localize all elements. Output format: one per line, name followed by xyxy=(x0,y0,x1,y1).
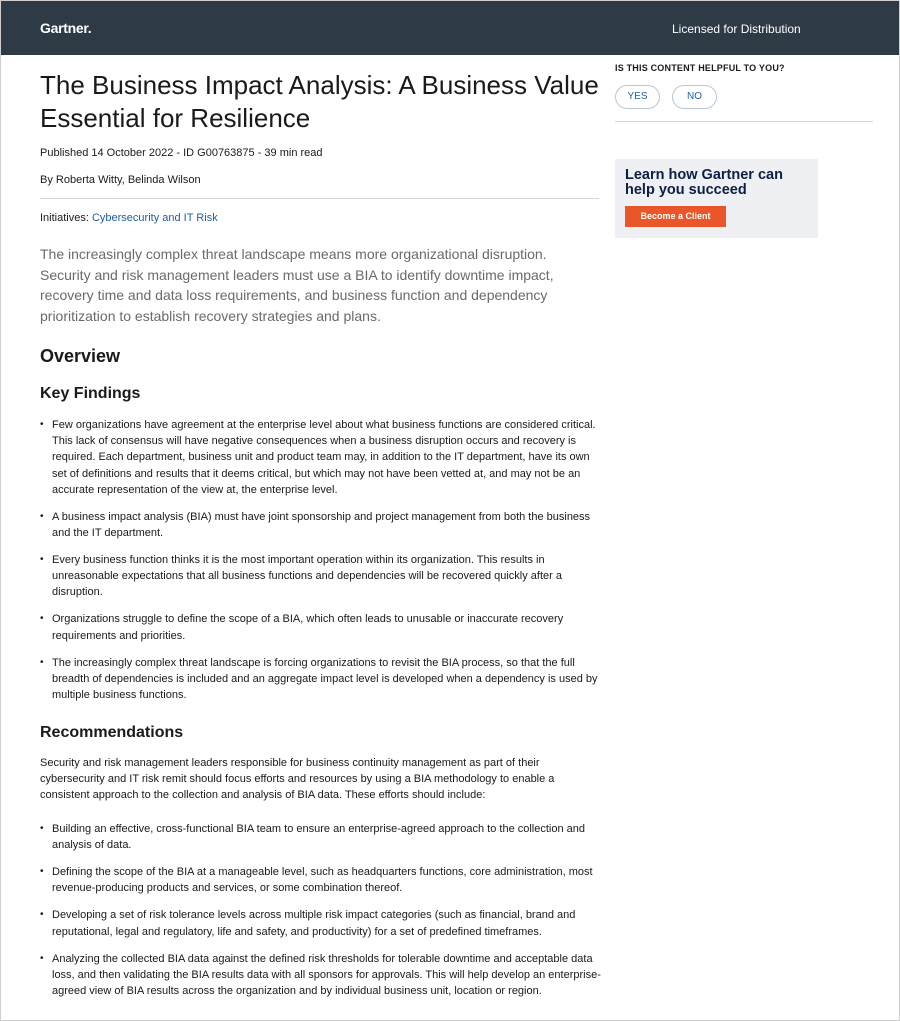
list-item: • Few organizations have agreement at the enterprise level about what business functions are considered critical. This lack of consensus will have negative consequences when a business disruption occurs and recovery is required. Each department, business unit and product team may, in addition to the IT department, have its own set of definitions and results that it deems critical, but which may not have been vetted at, and may not be an accurate representation of the view at, the enterprise level. xyxy=(40,417,602,498)
list-item: • Defining the scope of the BIA at a manageable level, such as headquarters functions, core administration, most revenue-producing products and services, or some combination thereof. xyxy=(40,864,602,896)
list-item: • Building an effective, cross-functional BIA team to ensure an enterprise-agreed approach to the collection and analysis of data. xyxy=(40,821,602,853)
gartner-logo[interactable]: Gartner. xyxy=(40,20,92,36)
publication-meta: Published 14 October 2022 - ID G00763875 - 39 min read xyxy=(40,147,323,159)
recommendations-list xyxy=(40,821,602,1010)
license-label: Licensed for Distribution xyxy=(672,22,801,36)
page-title: The Business Impact Analysis: A Business Value Essential for Resilience xyxy=(40,70,599,133)
initiative-link[interactable]: Cybersecurity and IT Risk xyxy=(91,212,218,224)
initiatives-label: Initiatives: xyxy=(40,212,92,224)
sidebar-divider xyxy=(615,121,873,122)
no-button[interactable]: NO xyxy=(672,85,717,109)
key-findings-list xyxy=(40,417,602,714)
recommendations-heading: Recommendations xyxy=(40,724,184,741)
top-bar xyxy=(1,1,900,55)
divider xyxy=(40,198,599,199)
list-item: • Organizations struggle to define the scope of a BIA, which often leads to unusable or inaccurate recovery requirements and priorities. xyxy=(40,611,602,643)
overview-heading: Overview xyxy=(40,346,121,366)
list-item: • Analyzing the collected BIA data against the defined risk thresholds for tolerable downtime and acceptable data loss, and then validating the BIA results data with all sponsors for approvals. This will help develop an enterprise-agreed view of BIA results across the organization and by individual business unit, location or region. xyxy=(40,951,602,1000)
list-item: • The increasingly complex threat landscape is forcing organizations to revisit the BIA process, so that the full breadth of dependencies is included and an aggregate impact level is developed when a dependency is used by multiple business functions. xyxy=(40,655,602,704)
article-summary: The increasingly complex threat landscape means more organizational disruption. Security and risk management leaders must use a BIA to identify downtime impact, recovery time and data loss requirements, and business function and dependency prioritization to establish recovery strategies and plans. xyxy=(40,246,554,324)
yes-button[interactable]: YES xyxy=(615,85,660,109)
key-findings-heading: Key Findings xyxy=(40,385,141,402)
authors: By Roberta Witty, Belinda Wilson xyxy=(40,174,201,186)
initiatives xyxy=(40,212,218,224)
recommendations-intro: Security and risk management leaders responsible for business continuity management as part of their cybersecurity and IT risk remit should focus efforts and resources by using a BIA methodology to enable a consistent approach to the collection and analysis of BIA data. These efforts should include: xyxy=(40,757,555,802)
become-client-button[interactable]: Become a Client xyxy=(625,206,726,227)
list-item: • A business impact analysis (BIA) must have joint sponsorship and project management from both the business and the IT department. xyxy=(40,509,602,541)
list-item: • Every business function thinks it is the most important operation within its organization. This results in unreasonable expectations that all business functions and dependencies will be recovered quickly after a disruption. xyxy=(40,552,602,601)
list-item: • Developing a set of risk tolerance levels across multiple risk impact categories (such as financial, brand and reputational, legal and regulatory, life and safety, and productivity) for a set of predefined timeframes. xyxy=(40,907,602,939)
promo-card xyxy=(615,159,818,238)
helpful-question: IS THIS CONTENT HELPFUL TO YOU? xyxy=(615,63,785,73)
promo-text: Learn how Gartner can help you succeed xyxy=(625,167,783,198)
